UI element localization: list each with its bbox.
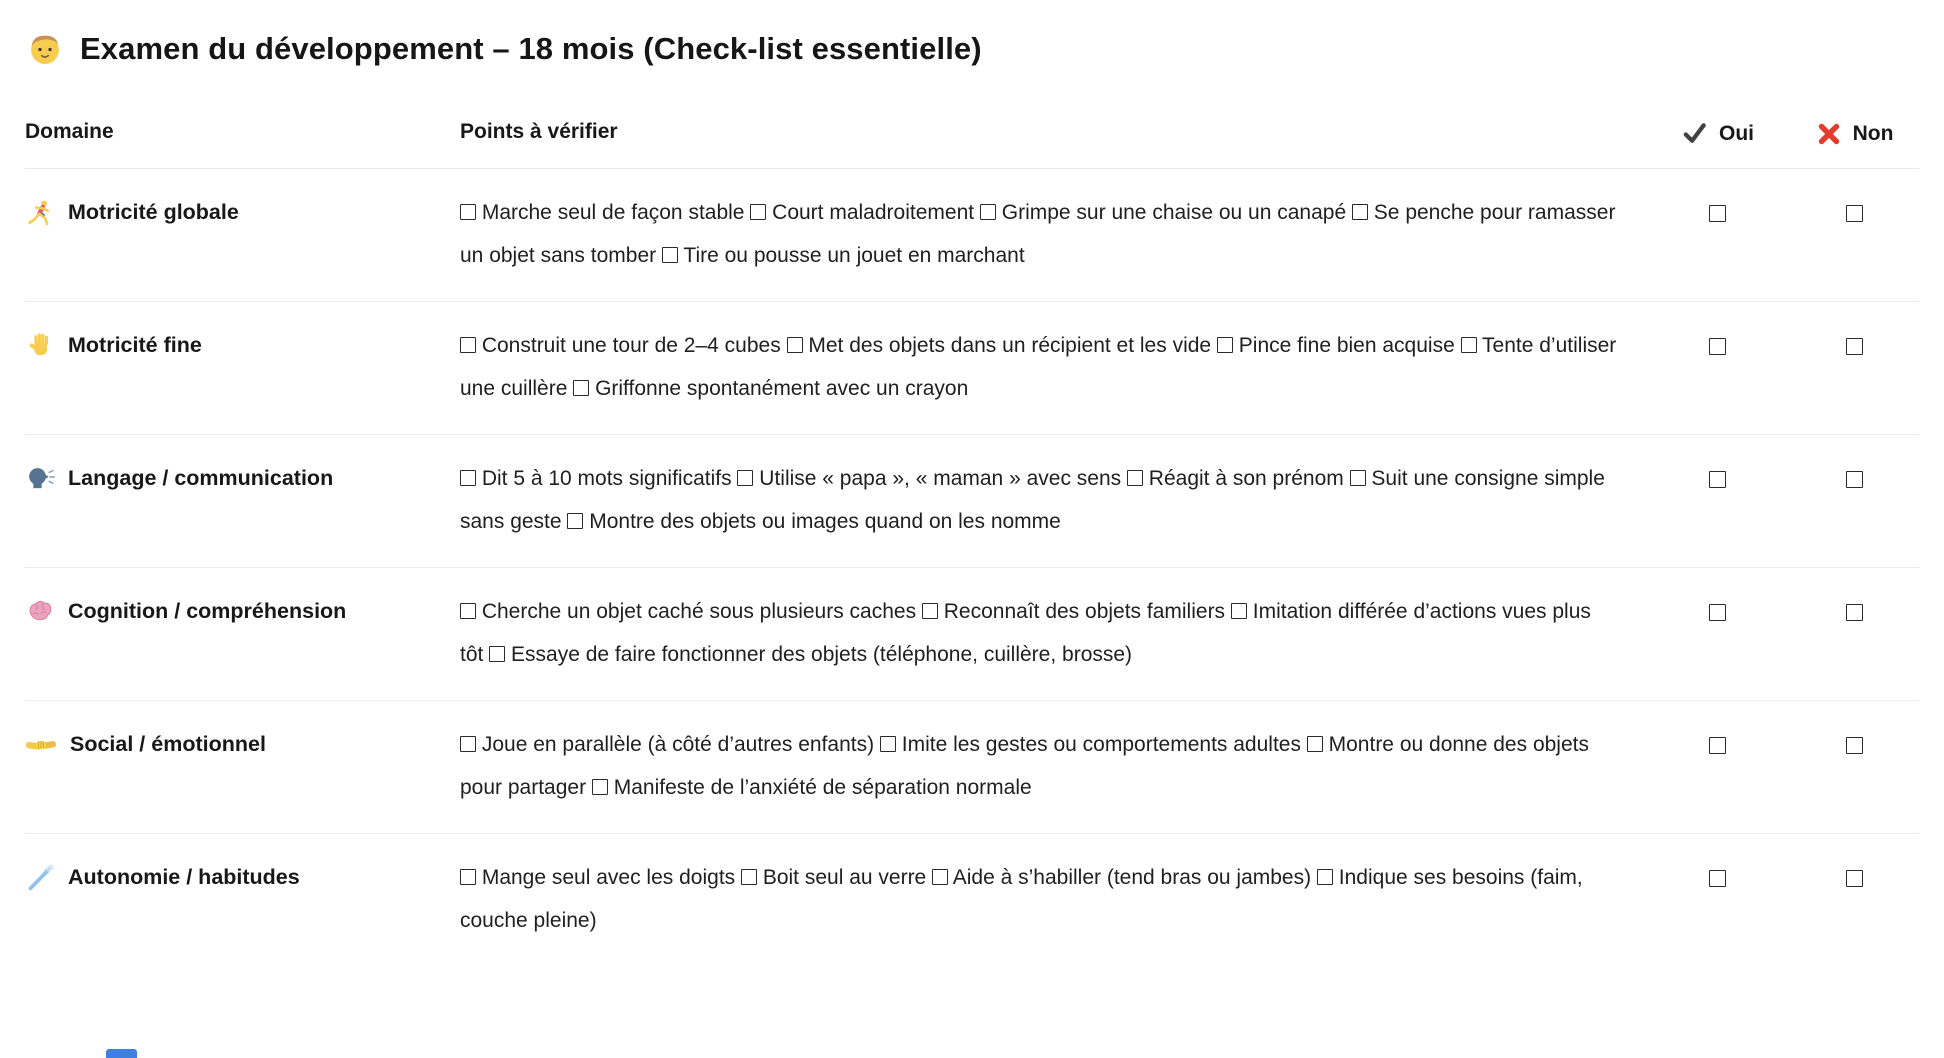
non-checkbox[interactable] <box>1846 737 1863 754</box>
oui-checkbox[interactable] <box>1709 604 1726 621</box>
oui-checkbox[interactable] <box>1709 870 1726 887</box>
item-checkbox-glyph <box>592 779 608 795</box>
page-title: Examen du développement – 18 mois (Check-list essentielle) <box>80 31 982 66</box>
document-page <box>0 26 1944 966</box>
item-checkbox-glyph <box>741 869 757 885</box>
item-checkbox-glyph <box>932 869 948 885</box>
points-cell: Marche seul de façon stable Court maladroitement Grimpe sur une chaise ou un canapé Se penche pour ramasser un objet sans tomber Tire ou pousse un jouet en marchant <box>460 201 1616 267</box>
item-checkbox-glyph <box>787 337 803 353</box>
item-checkbox-glyph <box>567 513 583 529</box>
oui-cell <box>1645 191 1790 277</box>
domain-label: Social / émotionnel <box>70 732 266 756</box>
column-header-oui <box>1645 120 1790 147</box>
runner-emoji <box>25 198 55 228</box>
domain-label: Langage / communication <box>68 466 334 490</box>
item-checkbox-glyph <box>460 337 476 353</box>
points-cell: Construit une tour de 2–4 cubes Met des objets dans un récipient et les vide Pince fine bien acquise Tente d’utiliser une cuillère Griffonne spontanément avec un crayon <box>460 334 1617 400</box>
child-face-emoji <box>25 29 65 69</box>
non-cell <box>1790 856 1919 942</box>
item-checkbox-glyph <box>460 736 476 752</box>
item-checkbox-glyph <box>1127 470 1143 486</box>
toothbrush-emoji <box>25 863 55 893</box>
domain-cell <box>25 590 460 633</box>
points-cell: Joue en parallèle (à côté d’autres enfants) Imite les gestes ou comportements adultes Montre ou donne des objets pour partager Manifeste de l’anxiété de séparation normale <box>460 733 1589 799</box>
page-title-row <box>25 26 1919 72</box>
item-checkbox-glyph <box>1352 204 1368 220</box>
item-checkbox-glyph <box>573 380 589 396</box>
oui-cell <box>1645 590 1790 676</box>
table-header-row <box>25 72 1919 169</box>
oui-cell <box>1645 723 1790 809</box>
item-checkbox-glyph <box>460 470 476 486</box>
oui-checkbox[interactable] <box>1709 338 1726 355</box>
item-checkbox-glyph <box>922 603 938 619</box>
item-checkbox-glyph <box>1350 470 1366 486</box>
domain-cell <box>25 723 460 766</box>
oui-cell <box>1645 457 1790 543</box>
domain-label: Cognition / compréhension <box>68 599 347 623</box>
domain-cell <box>25 191 460 234</box>
domain-cell <box>25 324 460 367</box>
table-row <box>25 435 1919 568</box>
item-checkbox-glyph <box>980 204 996 220</box>
oui-checkbox[interactable] <box>1709 205 1726 222</box>
oui-cell <box>1645 856 1790 942</box>
table-row <box>25 568 1919 701</box>
oui-checkbox[interactable] <box>1709 471 1726 488</box>
cross-mark-icon <box>1816 121 1842 147</box>
points-cell: Mange seul avec les doigts Boit seul au verre Aide à s’habiller (tend bras ou jambes) Indique ses besoins (faim, couche pleine) <box>460 866 1583 932</box>
item-checkbox-glyph <box>460 204 476 220</box>
speaking-head-emoji <box>25 464 55 494</box>
non-cell <box>1790 457 1919 543</box>
oui-checkbox[interactable] <box>1709 737 1726 754</box>
item-checkbox-glyph <box>1307 736 1323 752</box>
column-header-points: Points à vérifier <box>460 120 618 143</box>
domain-cell <box>25 457 460 500</box>
table-row <box>25 302 1919 435</box>
table-row <box>25 701 1919 834</box>
item-checkbox-glyph <box>1217 337 1233 353</box>
item-checkbox-glyph <box>737 470 753 486</box>
domain-label: Motricité fine <box>68 333 202 357</box>
check-mark-icon <box>1681 120 1708 147</box>
non-checkbox[interactable] <box>1846 338 1863 355</box>
table-row <box>25 834 1919 966</box>
item-checkbox-glyph <box>1461 337 1477 353</box>
points-cell: Cherche un objet caché sous plusieurs caches Reconnaît des objets familiers Imitation différée d’actions vues plus tôt Essaye de faire fonctionner des objets (téléphone, cuillère, brosse) <box>460 600 1591 666</box>
points-cell: Dit 5 à 10 mots significatifs Utilise « papa », « maman » avec sens Réagit à son prénom Suit une consigne simple sans geste Montre des objets ou images quand on les nomme <box>460 467 1605 533</box>
non-cell <box>1790 191 1919 277</box>
non-cell <box>1790 324 1919 410</box>
handshake-emoji <box>25 730 57 760</box>
brain-emoji <box>25 597 55 627</box>
non-checkbox[interactable] <box>1846 471 1863 488</box>
item-checkbox-glyph <box>460 869 476 885</box>
item-checkbox-glyph <box>750 204 766 220</box>
domain-label: Motricité globale <box>68 200 239 224</box>
item-checkbox-glyph <box>1317 869 1333 885</box>
non-cell <box>1790 723 1919 809</box>
table-row <box>25 169 1919 302</box>
non-checkbox[interactable] <box>1846 604 1863 621</box>
oui-header-label: Oui <box>1719 121 1754 145</box>
non-cell <box>1790 590 1919 676</box>
raised-hand-emoji <box>25 331 55 361</box>
domain-label: Autonomie / habitudes <box>68 865 300 889</box>
column-header-non <box>1790 120 1919 147</box>
item-checkbox-glyph <box>880 736 896 752</box>
oui-cell <box>1645 324 1790 410</box>
column-header-domain: Domaine <box>25 120 114 143</box>
domain-cell <box>25 856 460 899</box>
item-checkbox-glyph <box>662 247 678 263</box>
item-checkbox-glyph <box>1231 603 1247 619</box>
non-checkbox[interactable] <box>1846 205 1863 222</box>
non-header-label: Non <box>1852 121 1894 145</box>
cutoff-blue-element <box>106 1049 137 1058</box>
item-checkbox-glyph <box>460 603 476 619</box>
item-checkbox-glyph <box>489 646 505 662</box>
non-checkbox[interactable] <box>1846 870 1863 887</box>
